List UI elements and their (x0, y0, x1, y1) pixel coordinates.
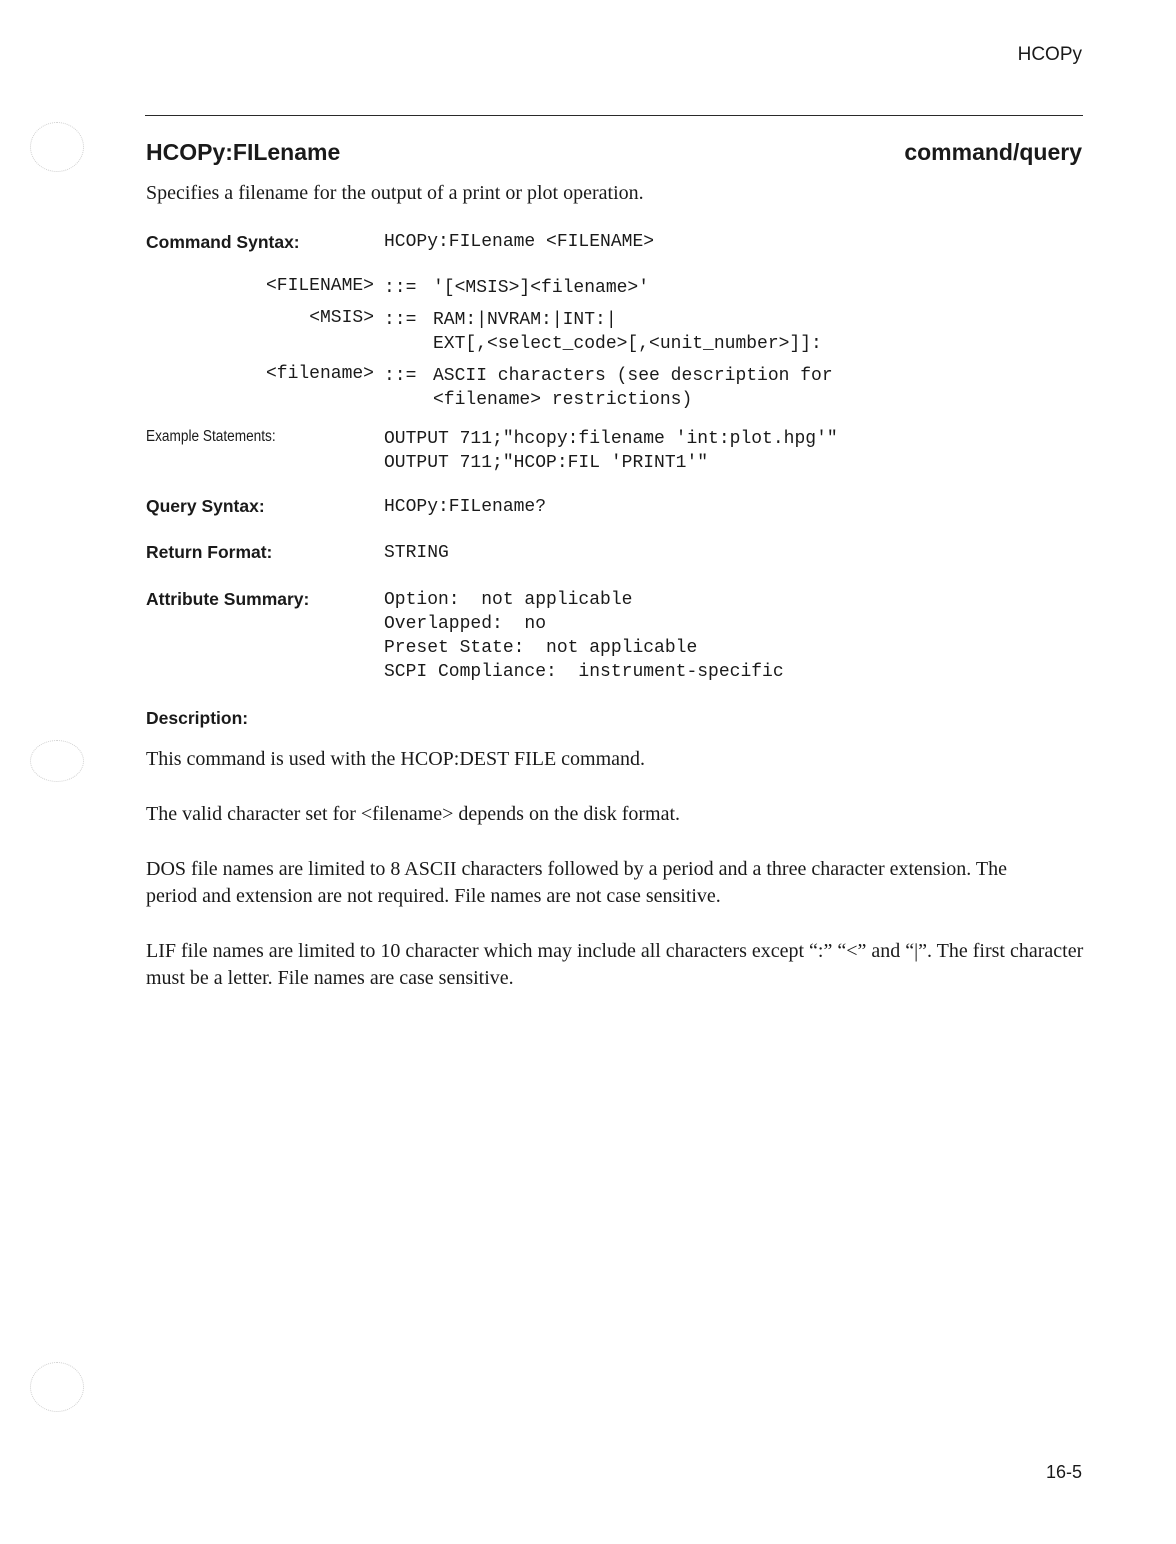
example-statement: OUTPUT 711;"hcopy:filename 'int:plot.hpg'" (384, 429, 838, 449)
query-syntax-label: Query Syntax: (146, 496, 265, 516)
description-paragraph: DOS file names are limited to 8 ASCII characters followed by a period and a three character extension. The period and extension are not required. File names are not case sensitive. (146, 858, 1007, 907)
attribute-line: SCPI Compliance: instrument-specific (384, 662, 784, 682)
header-rule (145, 115, 1083, 116)
command-syntax-value: HCOPy:FILename <FILENAME> (384, 232, 655, 252)
page-number: 16-5 (1045, 1462, 1082, 1482)
running-head: HCOPy (1017, 44, 1082, 65)
definition-operator: ::= (384, 278, 417, 298)
definition-term: <filename> (265, 364, 374, 384)
example-statements-label: Example Statements: (146, 428, 276, 445)
attribute-line: Option: not applicable (384, 590, 633, 610)
definition-term: <MSIS> (309, 308, 374, 328)
description-label: Description: (146, 708, 249, 728)
command-type: command/query (904, 139, 1082, 165)
return-format-label: Return Format: (146, 542, 273, 562)
definition-operator: ::= (384, 310, 417, 330)
definition-line: '[<MSIS>]<filename>' (433, 278, 650, 298)
example-statement: OUTPUT 711;"HCOP:FIL 'PRINT1'" (384, 453, 709, 473)
punch-hole-mark (30, 1362, 84, 1412)
attribute-line: Preset State: not applicable (384, 638, 698, 658)
attribute-summary-label: Attribute Summary: (146, 589, 310, 609)
definition-operator: ::= (384, 366, 417, 386)
definition-term: <FILENAME> (265, 276, 374, 296)
command-title: HCOPy:FILename (146, 139, 341, 165)
punch-hole-mark (30, 122, 84, 172)
definition-line: EXT[,<select_code>[,<unit_number>]]: (433, 334, 822, 354)
description-paragraph: The valid character set for <filename> depends on the disk format. (146, 803, 681, 825)
command-syntax-label: Command Syntax: (146, 232, 300, 252)
query-syntax-value: HCOPy:FILename? (384, 497, 547, 517)
definition-line: RAM:|NVRAM:|INT:| (433, 310, 617, 330)
punch-hole-mark (30, 740, 84, 782)
description-paragraph: LIF file names are limited to 10 character which may include all characters except “:” “<” and “|”. The first character must be a letter. File names are case sensitive. (146, 940, 1084, 989)
attribute-line: Overlapped: no (384, 614, 547, 634)
return-format-value: STRING (384, 543, 449, 563)
description-paragraph: This command is used with the HCOP:DEST FILE command. (146, 748, 646, 770)
definition-line: <filename> restrictions) (433, 390, 693, 410)
definition-line: ASCII characters (see description for (433, 366, 833, 386)
command-summary: Specifies a filename for the output of a print or plot operation. (146, 182, 644, 204)
